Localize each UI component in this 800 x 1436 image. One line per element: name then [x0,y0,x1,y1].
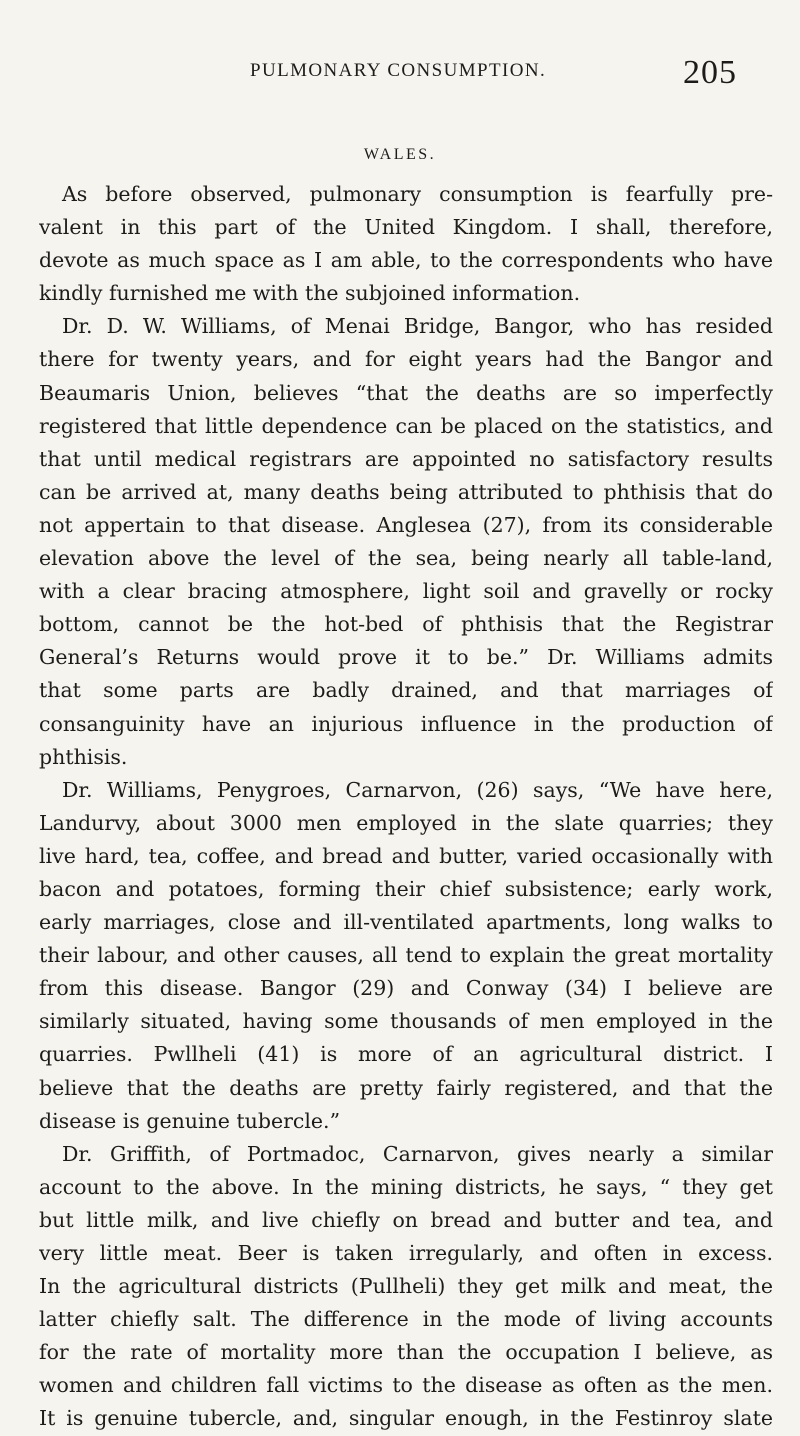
page-number: 205 [683,54,737,91]
text-line: account to the above. In the mining districts, he says, “ they get [39,1174,773,1199]
text-line: similarly situated, having some thousands of men employed in the [39,1009,773,1034]
text-line: bacon and potatoes, forming their chief subsistence; early work, [39,876,773,901]
text-line: Dr. Griffith, of Portmadoc, Carnarvon, gives nearly a similar [62,1141,773,1166]
text-line: Dr. Williams, Penygroes, Carnarvon, (26) says, “We have here, [62,777,773,802]
text-line: live hard, tea, coffee, and bread and butter, varied occasionally with [39,843,773,868]
text-line: elevation above the level of the sea, being nearly all table-land, [39,546,773,571]
text-line: kindly furnished me with the subjoined information. [39,281,581,306]
text-line: their labour, and other causes, all tend to explain the great mortality [39,943,773,968]
text-line: but little milk, and live chiefly on bread and butter and tea, and [39,1207,773,1232]
body-text [39,178,773,1436]
text-line: In the agricultural districts (Pullheli) they get milk and meat, the [39,1274,773,1299]
text-line: there for twenty years, and for eight years had the Bangor and [39,347,773,372]
text-line: with a clear bracing atmosphere, light soil and gravelly or rocky [39,579,773,604]
running-head: PULMONARY CONSUMPTION. [250,60,547,81]
text-line: from this disease. Bangor (29) and Conway (34) I believe are [39,976,773,1001]
text-line: women and children fall victims to the disease as often as the men. [39,1373,773,1398]
section-title: WALES. [363,146,437,163]
text-line: not appertain to that disease. Anglesea (27), from its considerable [39,512,773,537]
text-line: Dr. D. W. Williams, of Menai Bridge, Bangor, who has resided [62,314,773,339]
text-line: Beaumaris Union, believes “that the deaths are so imperfectly [39,380,773,405]
text-line: As before observed, pulmonary consumption is fearfully pre- [62,182,773,206]
text-line: can be arrived at, many deaths being attributed to phthisis that do [39,479,773,504]
text-line: disease is genuine tubercle.” [39,1108,341,1133]
text-line: devote as much space as I am able, to the correspondents who have [39,248,773,273]
text-line: phthisis. [39,744,128,769]
text-line: bottom, cannot be the hot-bed of phthisis that the Registrar [39,612,773,637]
text-line: that until medical registrars are appointed no satisfactory results [39,446,773,471]
text-line: that some parts are badly drained, and that marriages of [39,678,773,703]
text-line: valent in this part of the United Kingdom. I shall, therefore, [39,215,773,240]
text-line: for the rate of mortality more than the occupation I believe, as [39,1340,773,1365]
text-line: General’s Returns would prove it to be.” Dr. Williams admits [39,645,773,670]
text-line: very little meat. Beer is taken irregularly, and often in excess. [39,1241,773,1265]
text-line: believe that the deaths are pretty fairly registered, and that the [39,1075,773,1100]
text-line: consanguinity have an injurious influence in the production of [39,711,773,736]
text-line: early marriages, close and ill-ventilated apartments, long walks to [39,910,773,935]
text-line: latter chiefly salt. The difference in the mode of living accounts [39,1307,773,1332]
text-line: quarries. Pwllheli (41) is more of an agricultural district. I [39,1042,773,1067]
text-line: It is genuine tubercle, and, singular enough, in the Festinroy slate [39,1406,773,1431]
text-line: Landurvy, about 3000 men employed in the slate quarries; they [39,810,773,835]
text-line: registered that little dependence can be placed on the statistics, and [39,413,773,438]
